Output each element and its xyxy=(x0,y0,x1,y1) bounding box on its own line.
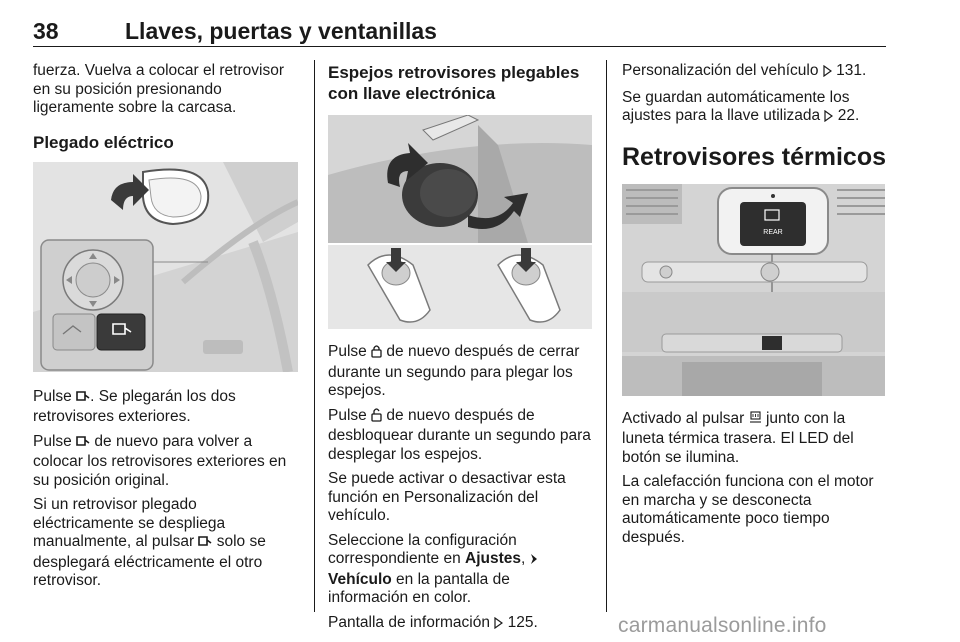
paragraph-fold: Pulse . Se plegarán los dos retrovisores exteriores. xyxy=(33,387,236,425)
page-header xyxy=(33,12,886,50)
section-heading-key-folding: Espejos retrovisores plegables con llave electrónica xyxy=(328,63,580,103)
mirror-switch-figure xyxy=(33,162,298,372)
paragraph-activation: Activado al pulsar junto con la luneta térmica trasera. El LED del botón se ilumina. xyxy=(622,409,854,466)
paragraph-info-display: Pantalla de información 125. xyxy=(328,614,593,635)
paragraph-lock-fold: Pulse de nuevo después de cerrar durante un segundo para plegar los espejos. xyxy=(328,343,580,399)
column-divider xyxy=(606,60,607,612)
triangle-ref-icon xyxy=(823,64,832,83)
paragraph-heating-operation: La calefacción funciona con el motor en marcha y se desconecta automáticamente poco tiempo después. xyxy=(622,473,874,546)
intro-paragraph: fuerza. Vuelva a colocar el retrovisor en su posición presionando ligeramente sobre la carcasa. xyxy=(33,62,284,116)
watermark: carmanualsonline.info xyxy=(618,614,827,637)
paragraph-vehicle-personalization: Personalización del vehículo 131. xyxy=(622,62,887,83)
rear-button-label: REAR xyxy=(763,228,783,236)
mirror-fold-icon xyxy=(76,435,90,454)
paragraph-unlock-unfold: Pulse de nuevo después de desbloquear durante un segundo para desplegar los espejos. xyxy=(328,406,591,463)
rear-heat-icon xyxy=(749,411,762,431)
paragraph-settings: Seleccione la configuración correspondiente en Ajustes, Vehículo en la pantalla de información en color. xyxy=(328,532,593,608)
section-heading-heated-mirrors: Retrovisores térmicos xyxy=(622,142,887,171)
header-rule xyxy=(33,46,886,47)
electronic-key-figure xyxy=(328,115,592,329)
mirror-fold-icon xyxy=(198,535,212,554)
column-1 xyxy=(33,62,301,591)
chevron-right-icon xyxy=(530,552,538,571)
column-3 xyxy=(622,62,887,547)
page-title: Llaves, puertas y ventanillas xyxy=(125,18,437,44)
vehicle-label: Vehículo xyxy=(328,570,392,588)
lock-icon xyxy=(371,344,382,364)
paragraph-unfold: Pulse de nuevo para volver a colocar los retrovisores exteriores en su posición original. xyxy=(33,432,287,489)
paragraph-manual: Si un retrovisor plegado eléctricamente se despliega manualmente, al pulsar solo se desplegará eléctricamente el otro retrovisor. xyxy=(33,496,266,589)
paragraph-personalization: Se puede activar o desactivar esta función en Personalización del vehículo. xyxy=(328,470,566,524)
mirror-fold-icon xyxy=(76,390,90,409)
paragraph-key-settings: Se guardan automáticamente los ajustes para la llave utilizada 22. xyxy=(622,89,887,128)
triangle-ref-icon xyxy=(824,109,833,128)
triangle-ref-icon xyxy=(494,616,503,635)
column-divider xyxy=(314,60,315,612)
section-heading-electric-folding: Plegado eléctrico xyxy=(33,132,174,152)
settings-label: Ajustes xyxy=(465,550,522,567)
page-number: 38 xyxy=(33,18,59,44)
heated-mirror-button-figure xyxy=(622,184,885,396)
column-2 xyxy=(328,62,593,634)
unlock-icon xyxy=(371,408,382,428)
